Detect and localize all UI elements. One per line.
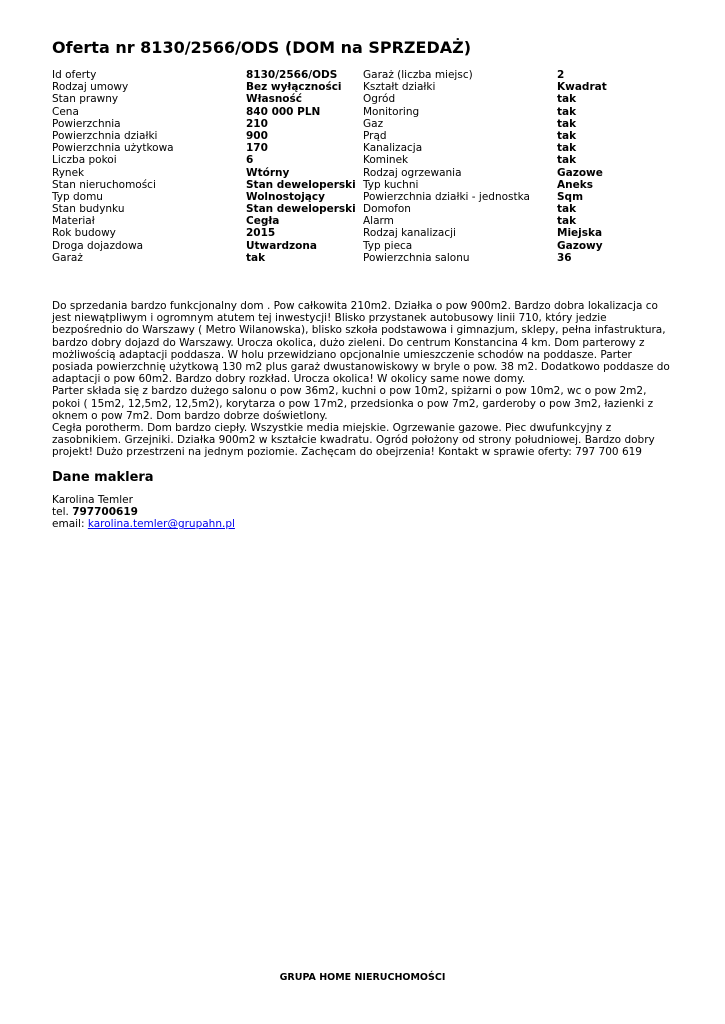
property-row	[52, 93, 356, 105]
property-value: 900	[246, 129, 268, 142]
property-value: tak	[557, 203, 577, 216]
property-label: Materiał	[52, 215, 95, 228]
property-label: Rok budowy	[52, 227, 116, 240]
property-label: Typ kuchni	[363, 178, 419, 191]
property-label: Rodzaj umowy	[52, 81, 129, 94]
property-label: Powierzchnia działki - jednostka	[363, 190, 530, 203]
property-value: tak	[557, 215, 577, 228]
property-row	[52, 106, 356, 118]
property-label: Powierzchnia salonu	[363, 251, 470, 264]
agent-details	[52, 494, 235, 531]
property-value: Utwardzona	[246, 239, 317, 252]
property-value: 210	[246, 117, 268, 130]
footer-company-name: GRUPA HOME NIERUCHOMOŚCI	[279, 972, 446, 983]
property-label: Stan budynku	[52, 203, 125, 216]
property-row	[52, 252, 356, 264]
property-label: Garaż	[52, 251, 83, 264]
property-value: Aneks	[557, 178, 593, 191]
property-row	[363, 179, 607, 191]
property-label: Stan prawny	[52, 93, 119, 106]
property-row	[52, 203, 356, 215]
property-row	[52, 191, 356, 203]
property-row	[52, 215, 356, 227]
property-label: Typ domu	[52, 190, 103, 203]
property-value: tak	[557, 142, 577, 155]
property-row	[52, 142, 356, 154]
agent-email-label: email:	[52, 518, 85, 531]
property-label: Monitoring	[363, 105, 420, 118]
property-value: 170	[246, 142, 268, 155]
property-row	[52, 179, 356, 191]
property-row	[52, 118, 356, 130]
property-label: Ogród	[363, 93, 396, 106]
property-label: Kształt działki	[363, 81, 436, 94]
property-label: Stan nieruchomości	[52, 178, 156, 191]
property-label: Domofon	[363, 203, 411, 216]
property-row	[52, 240, 356, 252]
description-paragraph: Cegła porotherm. Dom bardzo ciepły. Wszystkie media miejskie. Ogrzewanie gazowe. Piec dwufunkcyjny z zasobnikiem. Grzejniki. Działka 900m2 w kształcie kwadratu. Ogród położony od strony południowej. Bardzo dobry projekt! Dużo przestrzeni na jednym poziomie. Zachęcam do obejrzenia! Kontakt w sprawie oferty: 797 700 619	[52, 422, 655, 459]
property-value: Gazowe	[557, 166, 603, 179]
property-label: Alarm	[363, 215, 394, 228]
property-label: Droga dojazdowa	[52, 239, 144, 252]
property-row	[363, 130, 607, 142]
property-value: tak	[246, 251, 266, 264]
property-row	[363, 142, 607, 154]
property-row	[363, 227, 607, 239]
agent-email-line	[52, 518, 235, 530]
property-value: Sqm	[557, 190, 584, 203]
property-value: Wtórny	[246, 166, 290, 179]
property-value: tak	[557, 117, 577, 130]
property-row	[363, 240, 607, 252]
agent-phone-label: tel.	[52, 506, 69, 519]
property-value: Stan deweloperski	[246, 178, 356, 191]
agent-phone-line	[52, 506, 235, 518]
property-label: Rodzaj ogrzewania	[363, 166, 462, 179]
property-label: Id oferty	[52, 69, 97, 81]
agent-phone: 797700619	[72, 506, 138, 519]
property-label: Liczba pokoi	[52, 154, 117, 167]
agent-email-link[interactable]: karolina.temler@grupahn.pl	[87, 518, 235, 531]
property-label: Powierzchnia użytkowa	[52, 142, 174, 155]
property-label: Rodzaj kanalizacji	[363, 227, 456, 240]
property-row	[52, 69, 356, 81]
page-title: Oferta nr 8130/2566/ODS (DOM na SPRZEDAŻ)	[52, 38, 472, 57]
properties-table-left	[52, 69, 356, 264]
property-value: Cegła	[246, 215, 280, 228]
property-value: tak	[557, 129, 577, 142]
property-value: Własność	[246, 93, 302, 106]
property-value: Gazowy	[557, 239, 603, 252]
property-label: Gaz	[363, 117, 384, 130]
property-label: Kanalizacja	[363, 142, 423, 155]
property-row	[52, 227, 356, 239]
property-label: Prąd	[363, 129, 387, 142]
property-row	[52, 167, 356, 179]
property-row	[363, 154, 607, 166]
property-row	[363, 118, 607, 130]
property-label: Garaż (liczba miejsc)	[363, 69, 473, 81]
property-value: Bez wyłączności	[246, 81, 342, 94]
property-label: Powierzchnia	[52, 117, 121, 130]
property-label: Kominek	[363, 154, 409, 167]
property-row	[52, 81, 356, 93]
property-value: tak	[557, 154, 577, 167]
property-value: tak	[557, 105, 577, 118]
property-label: Powierzchnia działki	[52, 129, 158, 142]
agent-name: Karolina Temler	[52, 494, 133, 506]
property-value: 6	[246, 154, 254, 167]
property-value: 2015	[246, 227, 276, 240]
agent-heading: Dane maklera	[52, 470, 154, 485]
property-row	[363, 81, 607, 93]
property-row	[363, 252, 607, 264]
description-paragraph: Do sprzedania bardzo funkcjonalny dom . Pow całkowita 210m2. Działka o pow 900m2. Bardzo dobra lokalizacja co jest niewątpliwym i ogromnym atutem tej inwestycji! Blisko przystanek autobusowy linii 710, który jedzie bezpośrednio do Warszawy ( Metro Wilanowska), blisko szkoła podstawowa i gimnazjum, sklepy, pełna infastruktura, bardzo dobry dojazd do Warszawy. Urocza okolica, dużo zieleni. Do centrum Konstancina 4 km. Dom parterowy z możliwością adaptacji poddasza. W holu przewidziano opcjonalnie umieszczenie schodów na poddasze. Parter posiada powierzchnię użytkową 130 m2 plus garaż dwustanowiskowy w bryle o pow. 38 m2. Dodatkowo poddasze do adaptacji o pow 60m2. Bardzo dobry rozkład. Urocza okolica! W okolicy same nowe domy.	[52, 300, 670, 386]
property-value: 8130/2566/ODS	[246, 69, 338, 81]
property-label: Typ pieca	[363, 239, 413, 252]
property-row	[363, 167, 607, 179]
property-row	[363, 93, 607, 105]
property-value: Stan deweloperski	[246, 203, 356, 216]
property-row	[52, 130, 356, 142]
offer-description	[52, 300, 676, 459]
property-value: 2	[557, 69, 565, 81]
property-value: tak	[557, 93, 577, 106]
properties-table-right	[363, 69, 607, 264]
property-value: 840 000 PLN	[246, 105, 321, 118]
property-value: Kwadrat	[557, 81, 607, 94]
property-row	[363, 203, 607, 215]
property-row	[52, 154, 356, 166]
property-label: Cena	[52, 105, 79, 118]
property-row	[363, 106, 607, 118]
property-value: Miejska	[557, 227, 603, 240]
property-value: Wolnostojący	[246, 190, 325, 203]
property-value: 36	[557, 251, 572, 264]
description-paragraph: Parter składa się z bardzo dużego salonu o pow 36m2, kuchni o pow 10m2, spiżarni o pow 10m2, wc o pow 2m2, pokoi ( 15m2, 12,5m2, 12,5m2), korytarza o pow 17m2, przedsionka o pow 7m2, garderoby o pow 3m2, łazienki z oknem o pow 7m2. Dom bardzo dobrze doświetlony.	[52, 385, 654, 422]
property-row	[363, 215, 607, 227]
property-row	[363, 69, 607, 81]
property-label: Rynek	[52, 166, 85, 179]
property-row	[363, 191, 607, 203]
